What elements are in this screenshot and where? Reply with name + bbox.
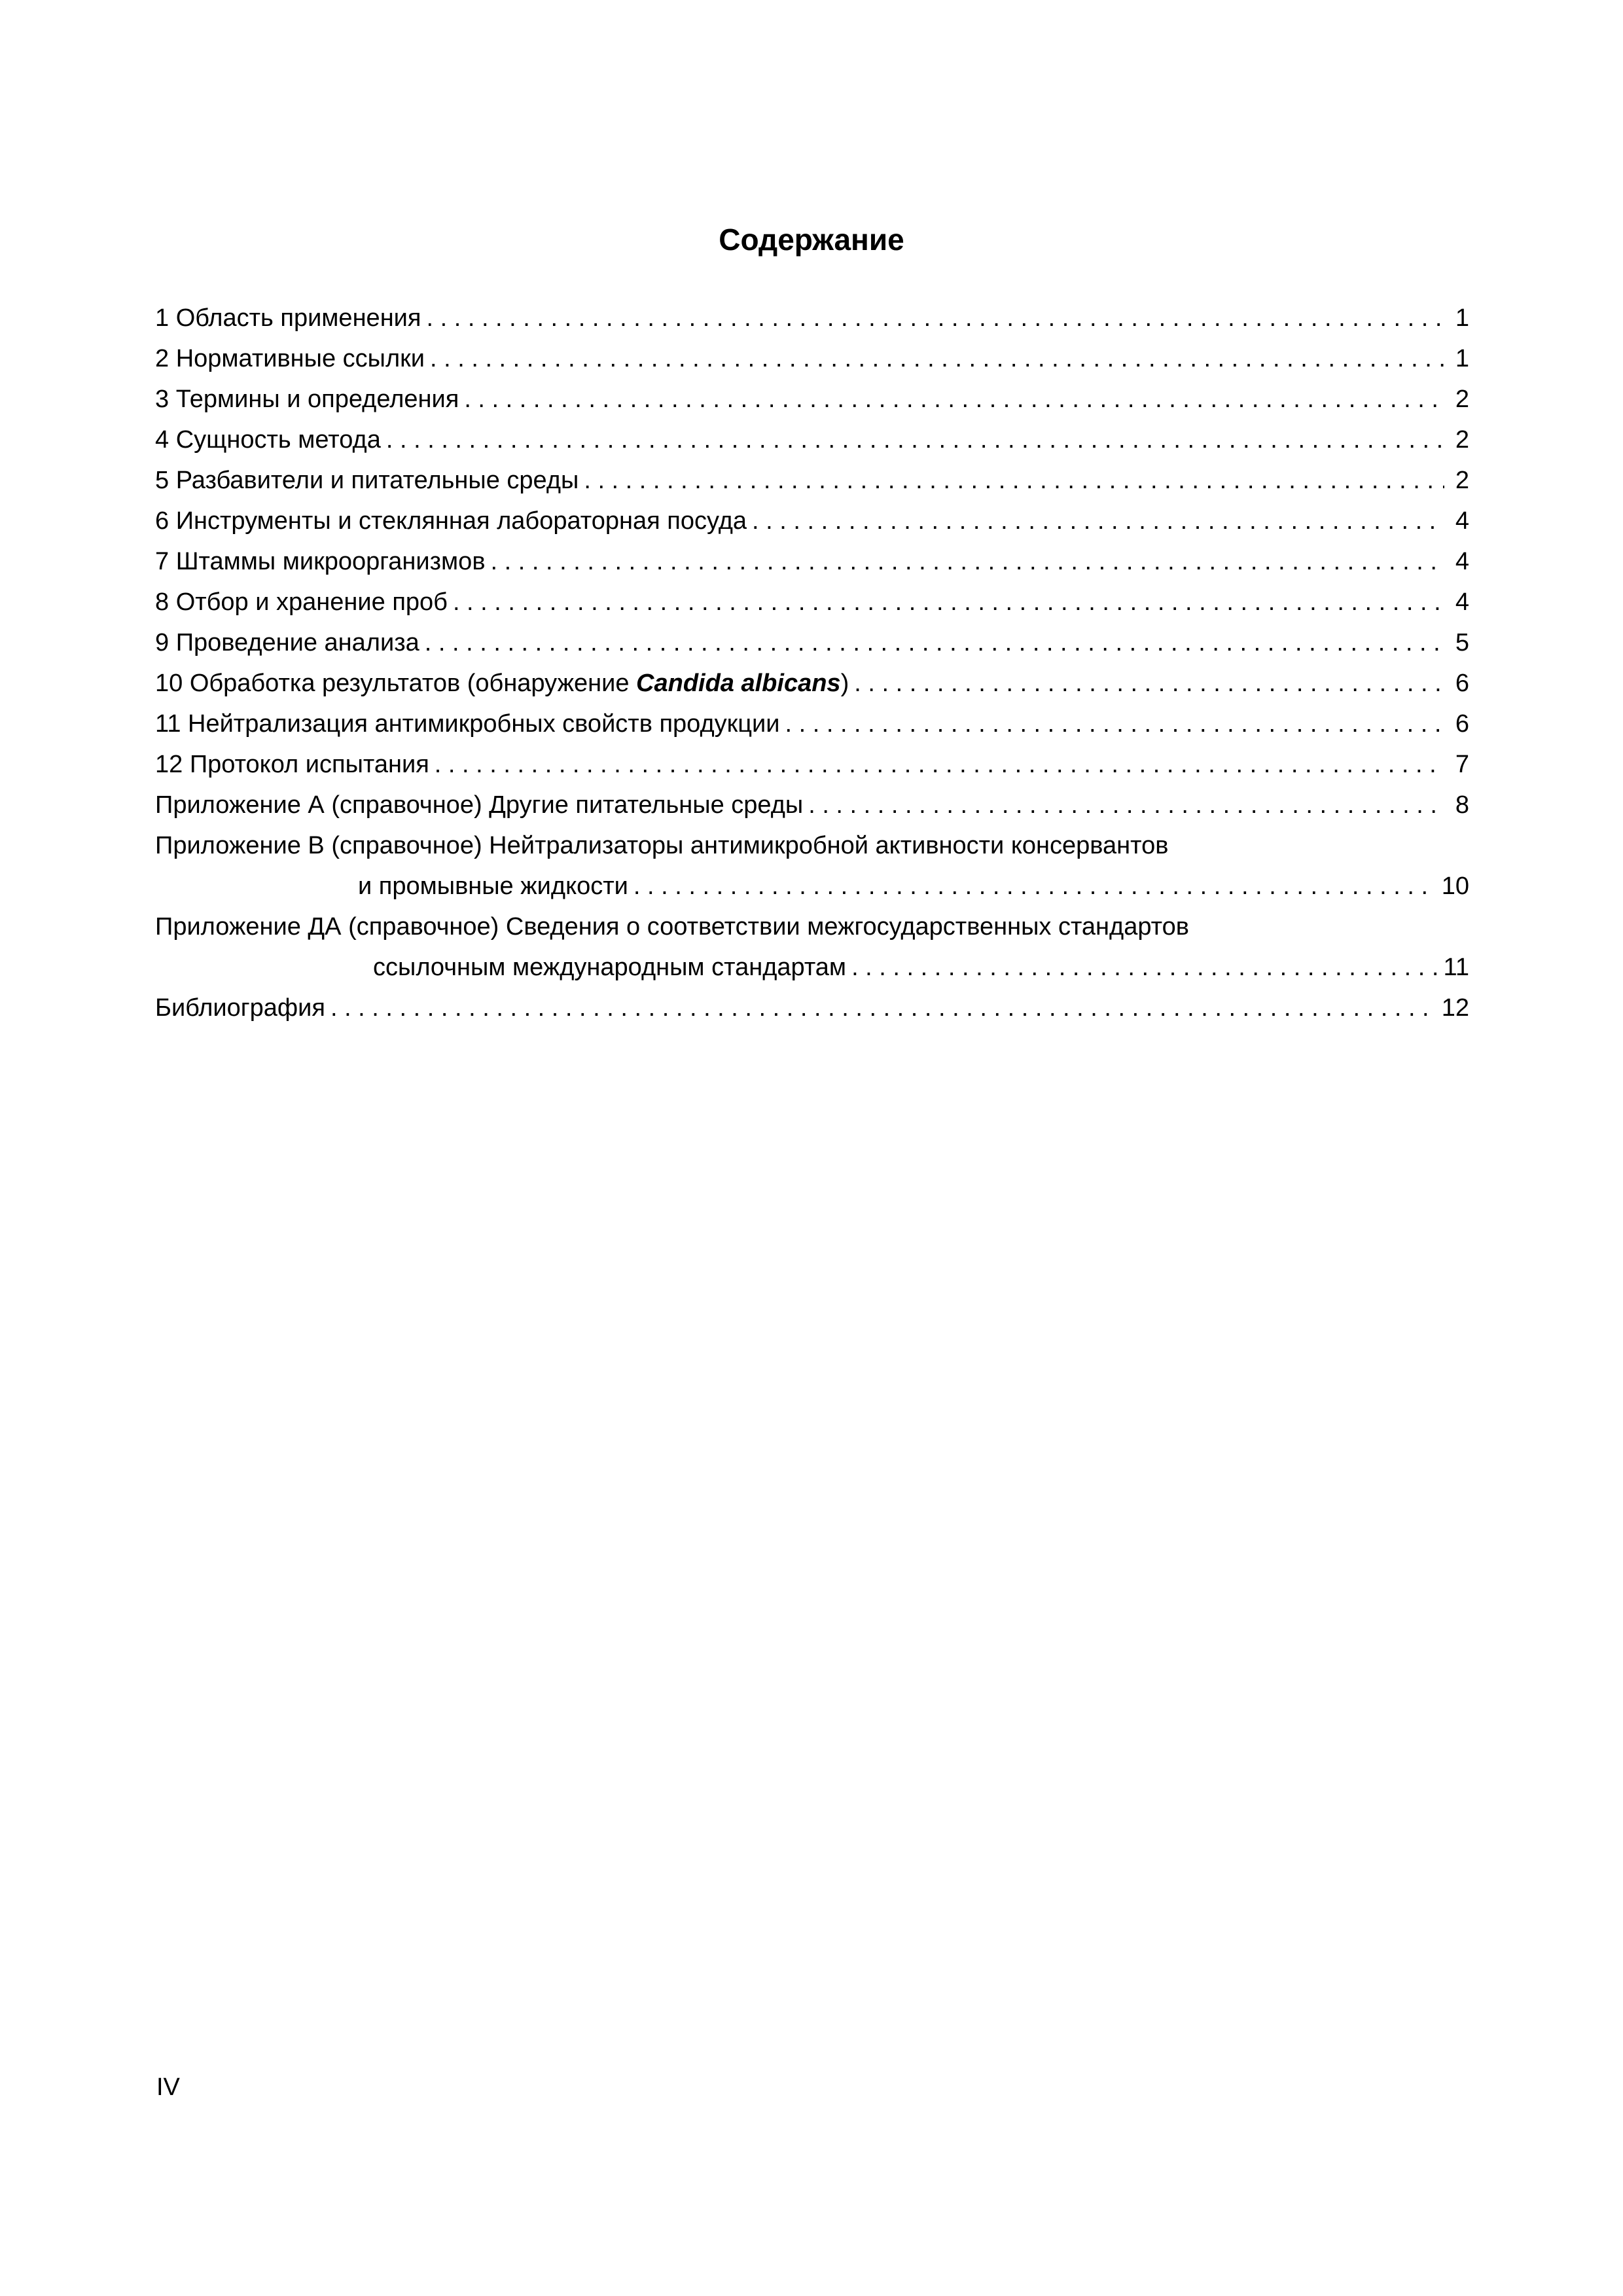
toc-entry-label: Библиография — [155, 994, 325, 1022]
toc-entry-label: Приложение А (справочное) Другие питательные среды — [155, 791, 804, 819]
toc-entry-page: 2 — [1455, 426, 1469, 454]
toc-entry[interactable] — [155, 298, 1469, 338]
toc-entry-page: 4 — [1455, 588, 1469, 616]
toc-entry-label-suffix: ) — [840, 670, 849, 697]
toc-entry[interactable] — [155, 541, 1469, 582]
toc-entry[interactable] — [155, 460, 1469, 501]
toc-entry-label-continuation: ссылочным международным стандартам — [373, 954, 847, 981]
toc-entry-page: 2 — [1455, 386, 1469, 413]
toc-entry-page: 4 — [1455, 507, 1469, 535]
dot-leader — [854, 663, 1444, 704]
toc-entry-label: 6 Инструменты и стеклянная лабораторная посуда — [155, 507, 747, 535]
toc-entry-label — [155, 663, 849, 704]
toc-entry-line2[interactable] — [155, 866, 1469, 906]
toc-entry-page: 11 — [1443, 954, 1469, 981]
dot-leader — [851, 947, 1438, 988]
toc-entry-page: 7 — [1455, 751, 1469, 778]
toc-entry-label: 8 Отбор и хранение проб — [155, 588, 448, 616]
toc-title: Содержание — [719, 223, 904, 257]
toc-entry-label: 5 Разбавители и питательные среды — [155, 467, 579, 494]
footer-page-number: IV — [156, 2073, 180, 2101]
dot-leader — [430, 338, 1444, 379]
toc-entry-label-emphasis: Candida albicans — [636, 670, 841, 697]
dot-leader — [453, 582, 1444, 622]
dot-leader — [808, 785, 1444, 825]
toc-entry-label-continuation: и промывные жидкости — [358, 872, 628, 900]
toc-entry-page: 6 — [1455, 710, 1469, 738]
toc-entry-label-prefix: 10 Обработка результатов (обнаружение — [155, 670, 637, 697]
dot-leader — [752, 501, 1444, 541]
toc-entry-label: Приложение В (справочное) Нейтрализаторы антимикробной активности консервантов — [155, 832, 1169, 859]
toc-entry-label: 9 Проведение анализа — [155, 629, 419, 656]
toc-entry-page: 1 — [1455, 304, 1469, 332]
toc-entry[interactable] — [155, 501, 1469, 541]
dot-leader — [464, 379, 1444, 420]
dot-leader — [633, 866, 1436, 906]
toc-entry[interactable] — [155, 663, 1469, 704]
toc-entry-line1[interactable] — [155, 906, 1469, 947]
toc-entry-page: 8 — [1455, 791, 1469, 819]
dot-leader — [435, 744, 1444, 785]
toc-entry[interactable] — [155, 704, 1469, 744]
toc-entry-page: 1 — [1455, 345, 1469, 372]
dot-leader — [426, 298, 1444, 338]
dot-leader — [491, 541, 1444, 582]
toc-entry-label: 2 Нормативные ссылки — [155, 345, 425, 372]
dot-leader — [785, 704, 1444, 744]
toc-entry-label: 3 Термины и определения — [155, 386, 459, 413]
toc-entry-label: 11 Нейтрализация антимикробных свойств продукции — [155, 710, 780, 738]
table-of-contents — [155, 298, 1469, 1028]
toc-entry-page: 5 — [1455, 629, 1469, 656]
toc-entry-page: 10 — [1441, 872, 1469, 900]
toc-entry-page: 4 — [1455, 548, 1469, 575]
dot-leader — [584, 460, 1444, 501]
toc-entry-page: 12 — [1441, 994, 1469, 1022]
dot-leader — [330, 988, 1436, 1028]
toc-entry[interactable] — [155, 420, 1469, 460]
toc-entry[interactable] — [155, 988, 1469, 1028]
toc-entry-label: 1 Область применения — [155, 304, 421, 332]
toc-entry[interactable] — [155, 622, 1469, 663]
toc-entry[interactable] — [155, 379, 1469, 420]
toc-entry-line1[interactable] — [155, 825, 1469, 866]
toc-entry[interactable] — [155, 338, 1469, 379]
toc-entry-line2[interactable] — [155, 947, 1469, 988]
toc-entry-label: 4 Сущность метода — [155, 426, 381, 454]
toc-entry[interactable] — [155, 744, 1469, 785]
toc-entry[interactable] — [155, 582, 1469, 622]
toc-entry[interactable] — [155, 785, 1469, 825]
toc-entry-label: 7 Штаммы микроорганизмов — [155, 548, 486, 575]
toc-entry-page: 2 — [1455, 467, 1469, 494]
dot-leader — [386, 420, 1444, 460]
toc-entry-page: 6 — [1455, 670, 1469, 697]
toc-entry-label: 12 Протокол испытания — [155, 751, 429, 778]
dot-leader — [425, 622, 1444, 663]
toc-entry-label: Приложение ДА (справочное) Сведения о соответствии межгосударственных стандартов — [155, 913, 1189, 941]
